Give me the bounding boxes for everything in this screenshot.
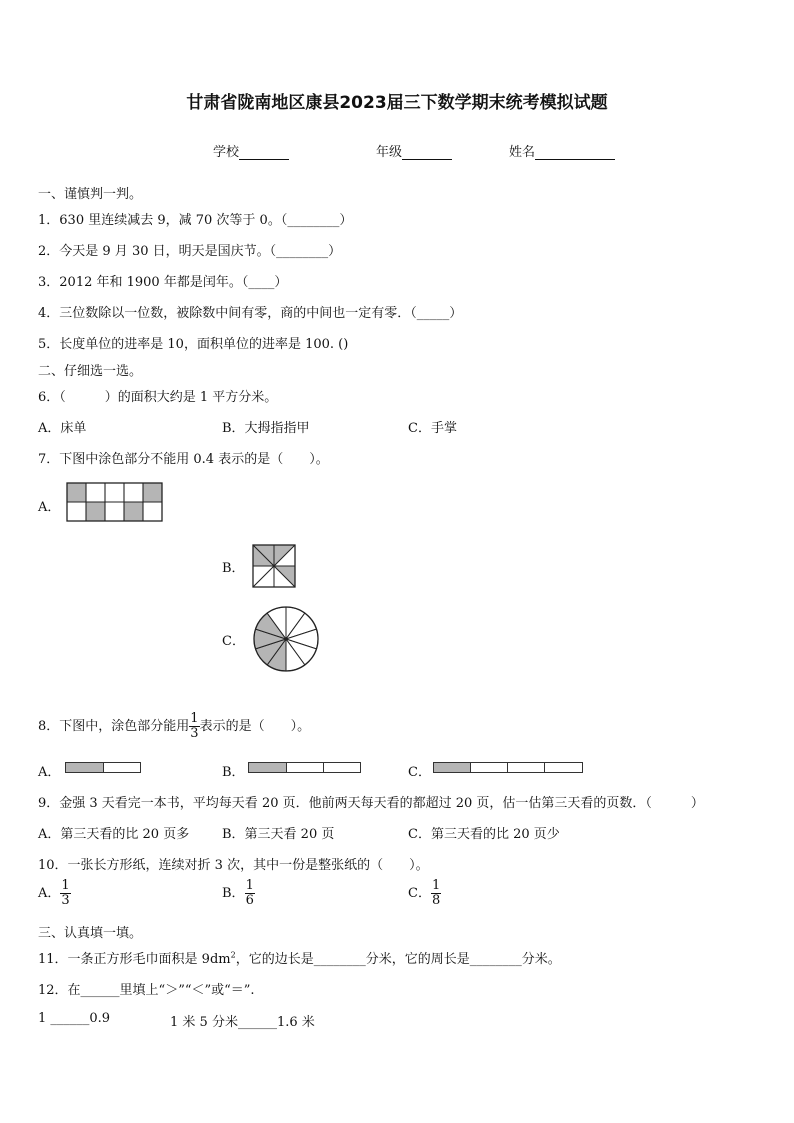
q10-fraction-b: $\frac{1}{6}$ — [245, 878, 254, 908]
question-3: 3．2012 年和 1900 年都是闰年。（____） — [38, 275, 288, 290]
q8-fraction: $\frac{1}{3}$ — [190, 711, 199, 741]
q6-option-a: A．床单 — [38, 421, 87, 436]
q8-option-b: B． — [222, 765, 245, 780]
q10-option-a: A． $\frac{1}{3}$ — [38, 878, 70, 908]
q9-option-c: C．第三天看的比 20 页少 — [408, 827, 560, 842]
q7-grid-cell-shaded — [86, 502, 105, 521]
q7-square-figure — [252, 544, 296, 588]
q7-option-c: C． — [222, 634, 245, 649]
q12-item-2: 1 米 5 分米______1.6 米 — [170, 1015, 315, 1030]
grade-field[interactable] — [376, 141, 452, 160]
question-8 — [38, 712, 310, 741]
section-1-heading: 一、谨慎判一判。 — [38, 187, 143, 202]
q8-bar-c — [433, 762, 583, 773]
q8-option-c: C． — [408, 765, 431, 780]
q12-item-1: 1 ______0.9 — [38, 1011, 111, 1026]
school-label: 学校 — [213, 145, 240, 160]
q9-option-b: B．第三天看 20 页 — [222, 827, 335, 842]
q7-grid-figure — [66, 482, 164, 522]
q6-option-b: B．大拇指指甲 — [222, 421, 310, 436]
q8-bar-b — [248, 762, 361, 773]
q8-option-a: A． — [38, 765, 61, 780]
q8-text-before: 8．下图中，涂色部分能用 — [38, 719, 190, 734]
q7-grid-cell-shaded — [124, 502, 143, 521]
question-12: 12．在______里填上“＞”“＜”或“＝”. — [38, 983, 255, 998]
q10-fraction-a: $\frac{1}{3}$ — [61, 878, 70, 908]
q7-grid-cell-shaded — [67, 483, 86, 502]
question-5: 5．长度单位的进率是 10，面积单位的进率是 100. () — [38, 337, 349, 352]
q8-bar-a — [65, 762, 141, 773]
q10-fraction-c: $\frac{1}{8}$ — [431, 878, 441, 908]
page-title: 甘肃省陇南地区康县2023届三下数学期末统考模拟试题 — [186, 93, 608, 113]
question-4: 4．三位数除以一位数，被除数中间有零，商的中间也一定有零．（_____） — [38, 306, 463, 321]
name-field[interactable] — [509, 141, 615, 160]
question-1: 1．630 里连续减去 9，减 70 次等于 0。（________） — [38, 213, 353, 228]
name-label: 姓名 — [509, 145, 536, 160]
question-11: 11．一条正方形毛巾面积是 $9dm^2$，它的边长是________分米，它的周长是________分米。 — [38, 950, 561, 967]
q9-option-a: A．第三天看的比 20 页多 — [38, 827, 190, 842]
question-10: 10．一张长方形纸，连续对折 3 次，其中一份是整张纸的（ ）。 — [38, 858, 429, 873]
school-field[interactable] — [213, 141, 289, 160]
question-7: 7．下图中涂色部分不能用 0.4 表示的是（ ）。 — [38, 452, 329, 467]
grade-label: 年级 — [376, 145, 403, 160]
q10-option-b: B． $\frac{1}{6}$ — [222, 878, 254, 908]
q7-grid-cell-shaded — [143, 483, 162, 502]
section-3-heading: 三、认真填一填。 — [38, 926, 143, 941]
section-2-heading: 二、仔细选一选。 — [38, 364, 143, 379]
q7-circle-figure — [252, 605, 320, 673]
question-9: 9．金强 3 天看完一本书，平均每天看 20 页．他前两天每天看的都超过 20 页，估一估第三天看的页数．（ ） — [38, 796, 704, 811]
question-6: 6．（ ）的面积大约是 1 平方分米。 — [38, 390, 278, 405]
q7-option-a: A． — [38, 500, 61, 515]
q7-option-b: B． — [222, 561, 245, 576]
q6-option-c: C．手掌 — [408, 421, 457, 436]
q10-option-c: C． $\frac{1}{8}$ — [408, 878, 441, 908]
q8-text-after: 表示的是（ ）。 — [199, 719, 311, 734]
question-2: 2．今天是 9 月 30 日，明天是国庆节。（________） — [38, 244, 342, 259]
